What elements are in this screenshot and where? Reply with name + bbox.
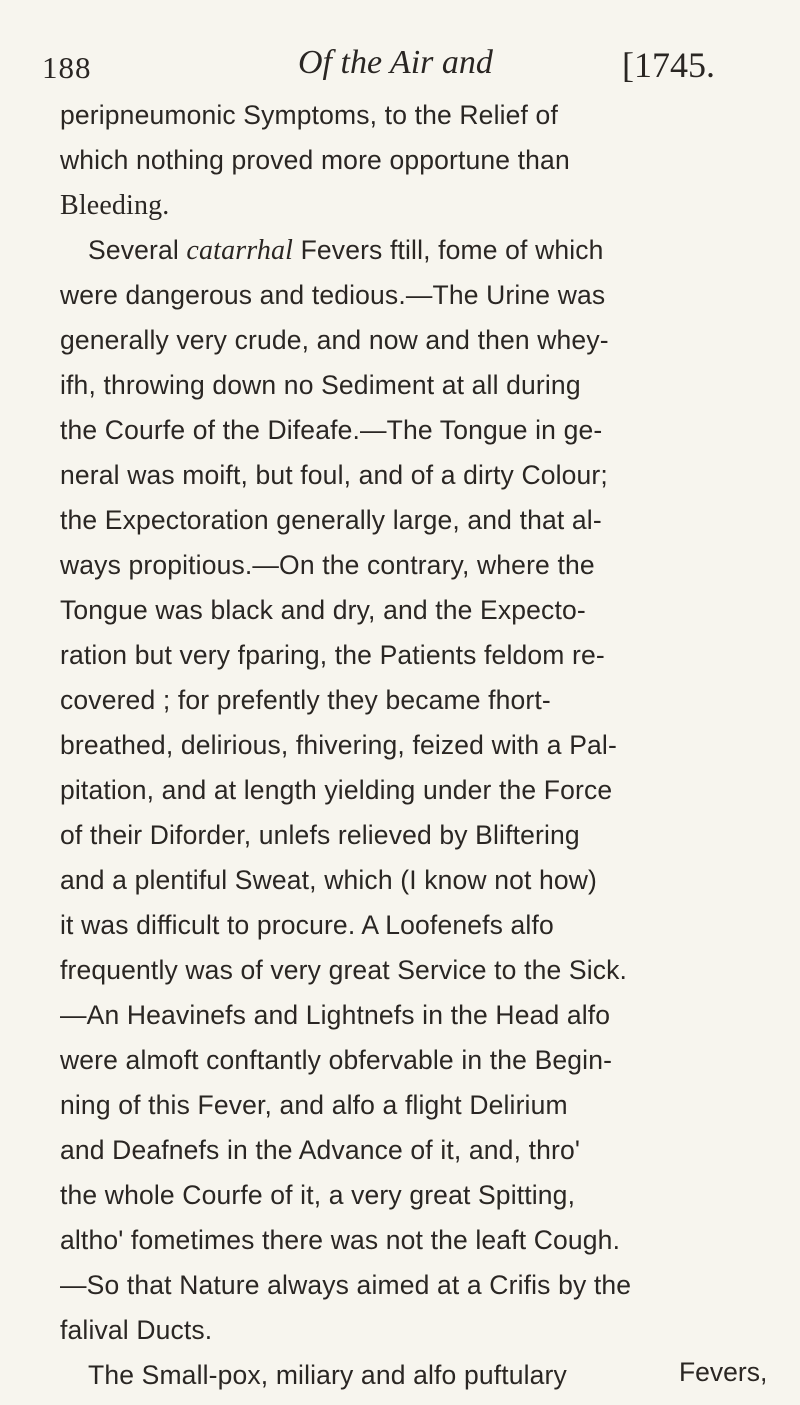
text-line: the Expectoration generally large, and that al-	[60, 505, 602, 535]
text-line: falival Ducts.	[60, 1315, 213, 1345]
italic-term: catarrhal	[186, 235, 294, 266]
running-title: Of the Air and	[298, 44, 493, 81]
text-line: breathed, delirious, fhivering, feized with a Pal-	[60, 730, 617, 760]
text-line: which nothing proved more opportune than	[60, 145, 570, 175]
text-line: were dangerous and tedious.—The Urine was	[60, 280, 606, 310]
text-line: Tongue was black and dry, and the Expecto-	[60, 595, 586, 625]
running-head	[0, 40, 800, 100]
text-line: peripneumonic Symptoms, to the Relief of	[60, 100, 558, 130]
text-span: Several	[88, 235, 179, 265]
text-line: the Courfe of the Difeafe.—The Tongue in ge-	[60, 415, 603, 445]
catchword: Fevers,	[679, 1357, 768, 1387]
body-text	[60, 93, 760, 1398]
page-number: 188	[42, 50, 92, 85]
text-line: neral was moift, but foul, and of a dirty Colour;	[60, 460, 608, 490]
text-line: frequently was of very great Service to the Sick.	[60, 955, 628, 985]
text-span: Fevers ftill, fome of which	[300, 235, 604, 265]
text-line: Bleeding.	[60, 190, 170, 221]
text-line: and Deafnefs in the Advance of it, and, thro'	[60, 1135, 581, 1165]
text-line: generally very crude, and now and then whey-	[60, 325, 609, 355]
text-line: ning of this Fever, and alfo a flight Delirium	[60, 1090, 568, 1120]
text-line: pitation, and at length yielding under the Force	[60, 775, 613, 805]
text-line: —An Heavinefs and Lightnefs in the Head alfo	[60, 1000, 611, 1030]
text-line: were almoft conftantly obfervable in the Begin-	[60, 1045, 613, 1075]
text-line: altho' fometimes there was not the leaft Cough.	[60, 1225, 621, 1255]
text-line: ways propitious.—On the contrary, where the	[60, 550, 595, 580]
text-line: and a plentiful Sweat, which (I know not how)	[60, 865, 598, 895]
text-line: the whole Courfe of it, a very great Spitting,	[60, 1180, 576, 1210]
paragraph-start-line	[60, 228, 760, 273]
year-bracket: [1745.	[622, 45, 715, 85]
text-line: covered ; for prefently they became fhort-	[60, 685, 551, 715]
text-line: The Small-pox, miliary and alfo puftulary	[88, 1360, 567, 1390]
text-line: —So that Nature always aimed at a Crifis by the	[60, 1270, 632, 1300]
text-line: ifh, throwing down no Sediment at all during	[60, 370, 581, 400]
text-line: of their Diforder, unlefs relieved by Bliftering	[60, 820, 580, 850]
text-line: it was difficult to procure. A Loofenefs alfo	[60, 910, 554, 940]
text-line: ration but very fparing, the Patients feldom re-	[60, 640, 605, 670]
